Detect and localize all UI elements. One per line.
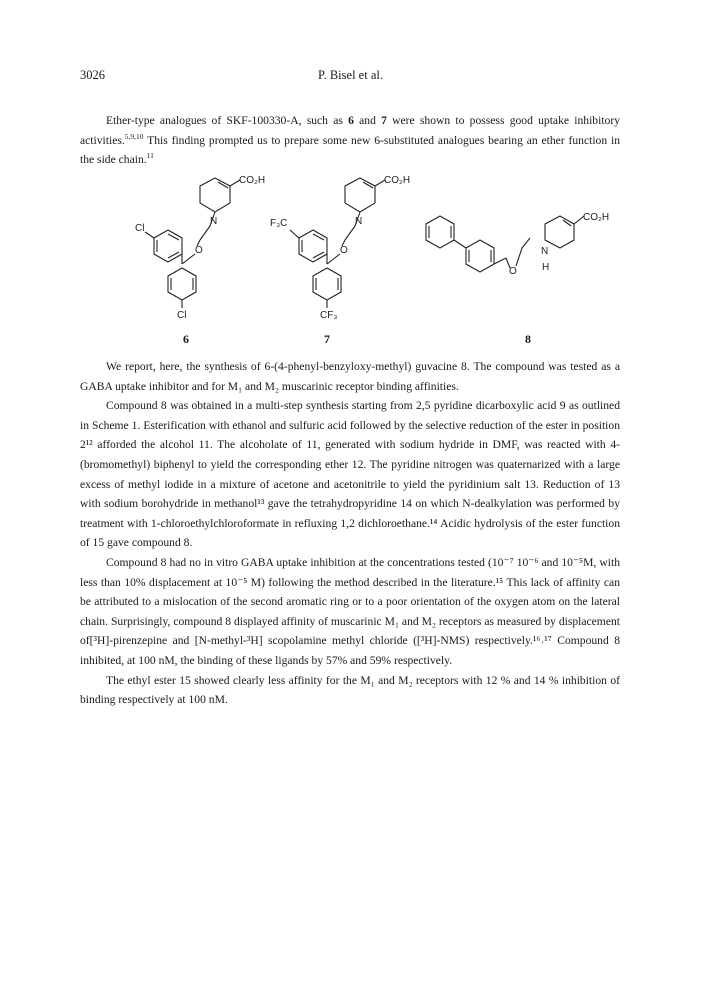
- svg-text:Cl: Cl: [177, 310, 187, 321]
- chemical-structures-figure: [0, 168, 701, 348]
- svg-text:N: N: [210, 216, 218, 227]
- page-number: 3026: [80, 68, 105, 82]
- structure-7: [290, 178, 385, 308]
- structure-8: [426, 216, 584, 272]
- svg-text:N: N: [541, 246, 549, 257]
- svg-text:CO₂H: CO₂H: [583, 212, 610, 223]
- svg-text:CO₂H: CO₂H: [384, 175, 411, 186]
- svg-text:N: N: [355, 216, 363, 227]
- svg-text:O: O: [509, 266, 517, 277]
- paragraph-synthesis: Compound 8 was obtained in a multi-step synthesis starting from 2,5 pyridine dicarboxylic acid 9 as outlined in Scheme 1. Esterification with ethanol and sulfuric acid followed by the selective reduction of the ester in position 2¹² afforded the alcohol 11. The alcoholate of 11, generated with sodium hydride in DMF, was reacted with 4-(bromomethyl) biphenyl to yield the corresponding ether 12. The pyridine nitrogen was quaternarized with a large excess of methyl iodide in a mixture of acetone and acetonitrile to yield the pyridinium salt 13. Reduction of 13 with sodium borohydride in methanol¹³ gave the tetrahydropyridine 14 on which N-dealkylation was performed by treatment with 1-chloroethylchloroformate in refluxing 1,2 dichloroethane.¹⁴ Acidic hydrolysis of the ester function of 15 gave compound 8.: [80, 399, 620, 550]
- svg-text:O: O: [340, 245, 348, 256]
- intro-text: were shown to possess good uptake inhibitory activities.: [80, 114, 620, 147]
- structure-6: [145, 178, 240, 308]
- citation: 11: [146, 151, 154, 161]
- svg-text:CF₃: CF₃: [320, 310, 338, 321]
- intro-paragraph: [80, 111, 620, 170]
- structure-8-atoms: [509, 212, 609, 277]
- svg-text:F₃C: F₃C: [270, 218, 288, 229]
- svg-text:O: O: [195, 245, 203, 256]
- intro-text: This finding prompted us to prepare some new 6-substituted analogues bearing an ether function in the side chain.: [80, 133, 620, 167]
- compound-label-8: 8: [525, 332, 531, 346]
- paragraph-report: We report, here, the synthesis of 6-(4-phenyl-benzyloxy-methyl) guvacine 8. The compound was tested as a GABA uptake inhibitor and for M₁ and M₂ muscarinic receptor binding affinities.: [80, 360, 620, 393]
- paragraph-ester-results: The ethyl ester 15 showed clearly less affinity for the M₁ and M₂ receptors with 12 % and 14 % inhibition of binding respectively at 100 nM.: [80, 673, 620, 707]
- compound-ref: 6: [348, 114, 354, 127]
- paragraph-gaba-results: Compound 8 had no in vitro GABA uptake inhibition at the concentrations tested (10⁻⁷ 10⁻⁶ and 10⁻⁵M, with less than 10% displacement at 10⁻⁵ M) following the method described in the literature.¹⁵ This lack of affinity can be attributed to a mislocation of the second aromatic ring or to a poor orientation of the oxygen atom on the lateral chain. Surprisingly, compound 8 displayed affinity of muscarinic M₁ and M₂ receptors as measured by displacement of[³H]-pirenzepine and [N-methyl-³H] scopolamine methyl chloride ([³H]-NMS) respectively.¹⁶˒¹⁷ Compound 8 inhibited, at 100 nM, the binding of these ligands by 57% and 59% respectively.: [80, 555, 620, 667]
- compound-label-6: 6: [183, 332, 189, 346]
- intro-text: Ether-type analogues of SKF-100330-A, such as: [106, 114, 349, 127]
- svg-text:CO₂H: CO₂H: [239, 175, 266, 186]
- compound-ref: 7: [381, 114, 387, 127]
- compound-label-7: 7: [324, 332, 330, 346]
- structure-7-atoms: [270, 175, 410, 321]
- main-body: [80, 357, 620, 710]
- intro-text: and: [353, 114, 382, 127]
- citation: 5,9,10: [124, 131, 144, 141]
- running-header-author: P. Bisel et al.: [318, 68, 383, 82]
- svg-text:Cl: Cl: [135, 223, 145, 234]
- svg-text:H: H: [542, 262, 550, 273]
